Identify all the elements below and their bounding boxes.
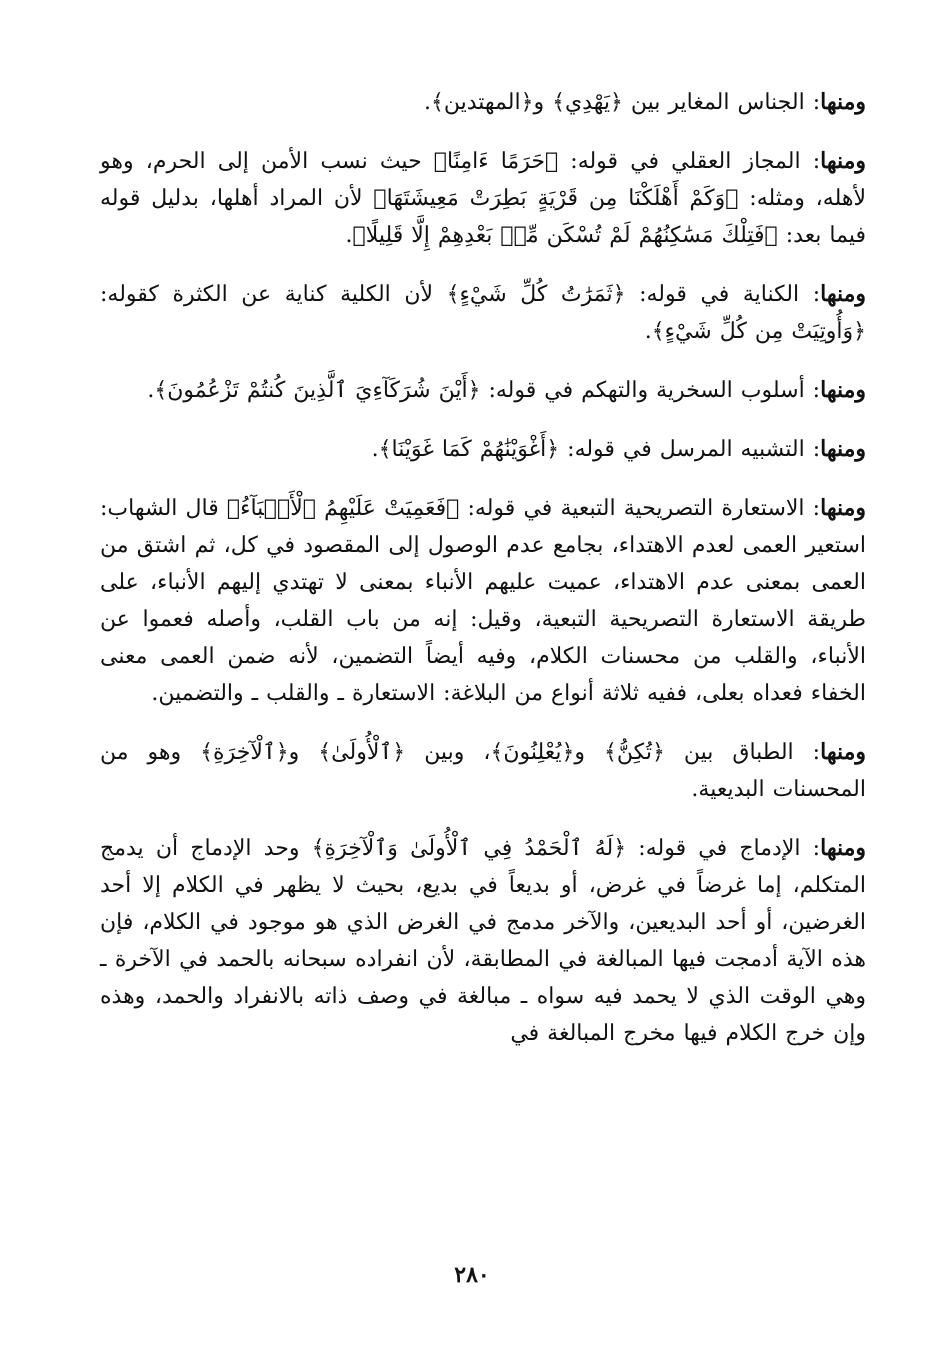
paragraph-6: [100, 490, 866, 712]
paragraph-text: : الطباق بين ﴿تُكِنُّ﴾ و﴿يُعْلِنُونَ﴾، وبين ﴿ٱلْأُولَىٰ﴾ و﴿ٱلْآخِرَةِ﴾ وهو من المحسنات البديعية.: [100, 740, 866, 802]
paragraph-text: : الجناس المغاير بين ﴿يَهْدِي﴾ و﴿المهتدين﴾.: [423, 90, 821, 115]
page-number: ٢٨٠: [454, 1262, 490, 1288]
paragraph-8: [100, 830, 866, 1052]
paragraph-1: [100, 84, 866, 121]
paragraph-3: [100, 276, 866, 350]
paragraph-text: : الكناية في قوله: ﴿ثَمَرَٰتُ كُلِّ شَيْءٍ﴾ لأن الكلية كناية عن الكثرة كقوله: ﴿وَأُوتِيَتْ مِن كُلِّ شَيْءٍ﴾.: [100, 282, 866, 344]
paragraph-text: : التشبيه المرسل في قوله: ﴿أَغْوَيْنَٰهُمْ كَمَا غَوَيْنَا﴾.: [371, 437, 821, 462]
paragraph-5: [100, 431, 866, 468]
paragraph-heading: ومنها: [820, 148, 866, 174]
paragraph-text: : الإدماج في قوله: ﴿لَهُ ٱلْحَمْدُ فِي ٱلْأُولَىٰ وَٱلْآخِرَةِ﴾ وحد الإدماج أن يدمج المتكلم، إما غرضاً في غرض، أو بديعاً في بديع، بحيث لا يظهر في الكلام إلا أحد الغرضين، أو أحد البديعين، والآخر مدمج في الغرض الذي هو موجود في الكلام، فإن هذه الآية أدمجت فيها المبالغة في المطابقة، لأن انفراده سبحانه بالحمد في الآخرة ـ وهي الوقت الذي لا يحمد فيه سواه ـ مبالغة في وصف ذاته بالانفراد والحمد، وهذه وإن خرج الكلام فيها مخرج المبالغة في: [100, 836, 867, 1046]
paragraph-4: [100, 372, 866, 409]
paragraph-heading: ومنها: [820, 495, 866, 521]
paragraph-heading: ومنها: [820, 436, 866, 462]
paragraph-heading: ومنها: [820, 89, 866, 115]
paragraph-text: : الاستعارة التصريحية التبعية في قوله: ﴿فَعَمِيَتْ عَلَيْهِمُ ٱلْأَنۢبَآءُ﴾ قال الشهاب: استعير العمى لعدم الاهتداء، بجامع عدم الوصول إلى المقصود في كل، ثم اشتق من العمى بمعنى عدم الاهتداء، عميت عليهم الأنباء بمعنى لا تهتدي إليهم الأنباء، على طريقة الاستعارة التصريحية التبعية، وقيل: إنه من باب القلب، وأصله فعموا عن الأنباء، والقلب من محسنات الكلام، وفيه أيضاً التضمين، لأنه ضمن العمى معنى الخفاء فعداه بعلى، ففيه ثلاثة أنواع من البلاغة: الاستعارة ـ والقلب ـ والتضمين.: [100, 496, 866, 706]
paragraph-text: : أسلوب السخرية والتهكم في قوله: ﴿أَيْنَ شُرَكَآءِيَ ٱلَّذِينَ كُنتُمْ تَزْعُمُونَ﴾.: [147, 378, 821, 403]
paragraph-text: : المجاز العقلي في قوله: ﴿حَرَمًا ءَامِنًا﴾ حيث نسب الأمن إلى الحرم، وهو لأهله، ومثله: ﴿وَكَمْ أَهْلَكْنَا مِن قَرْيَةٍ بَطِرَتْ مَعِيشَتَهَا﴾ لأن المراد أهلها، بدليل قوله فيما بعد: ﴿فَتِلْكَ مَسَٰكِنُهُمْ لَمْ تُسْكَن مِّنۢ بَعْدِهِمْ إِلَّا قَلِيلًا﴾.: [100, 149, 866, 248]
paragraph-heading: ومنها: [820, 739, 866, 765]
paragraph-7: [100, 734, 866, 808]
paragraph-heading: ومنها: [820, 835, 866, 861]
paragraph-heading: ومنها: [820, 377, 866, 403]
paragraph-heading: ومنها: [820, 281, 866, 307]
paragraph-2: [100, 143, 866, 254]
